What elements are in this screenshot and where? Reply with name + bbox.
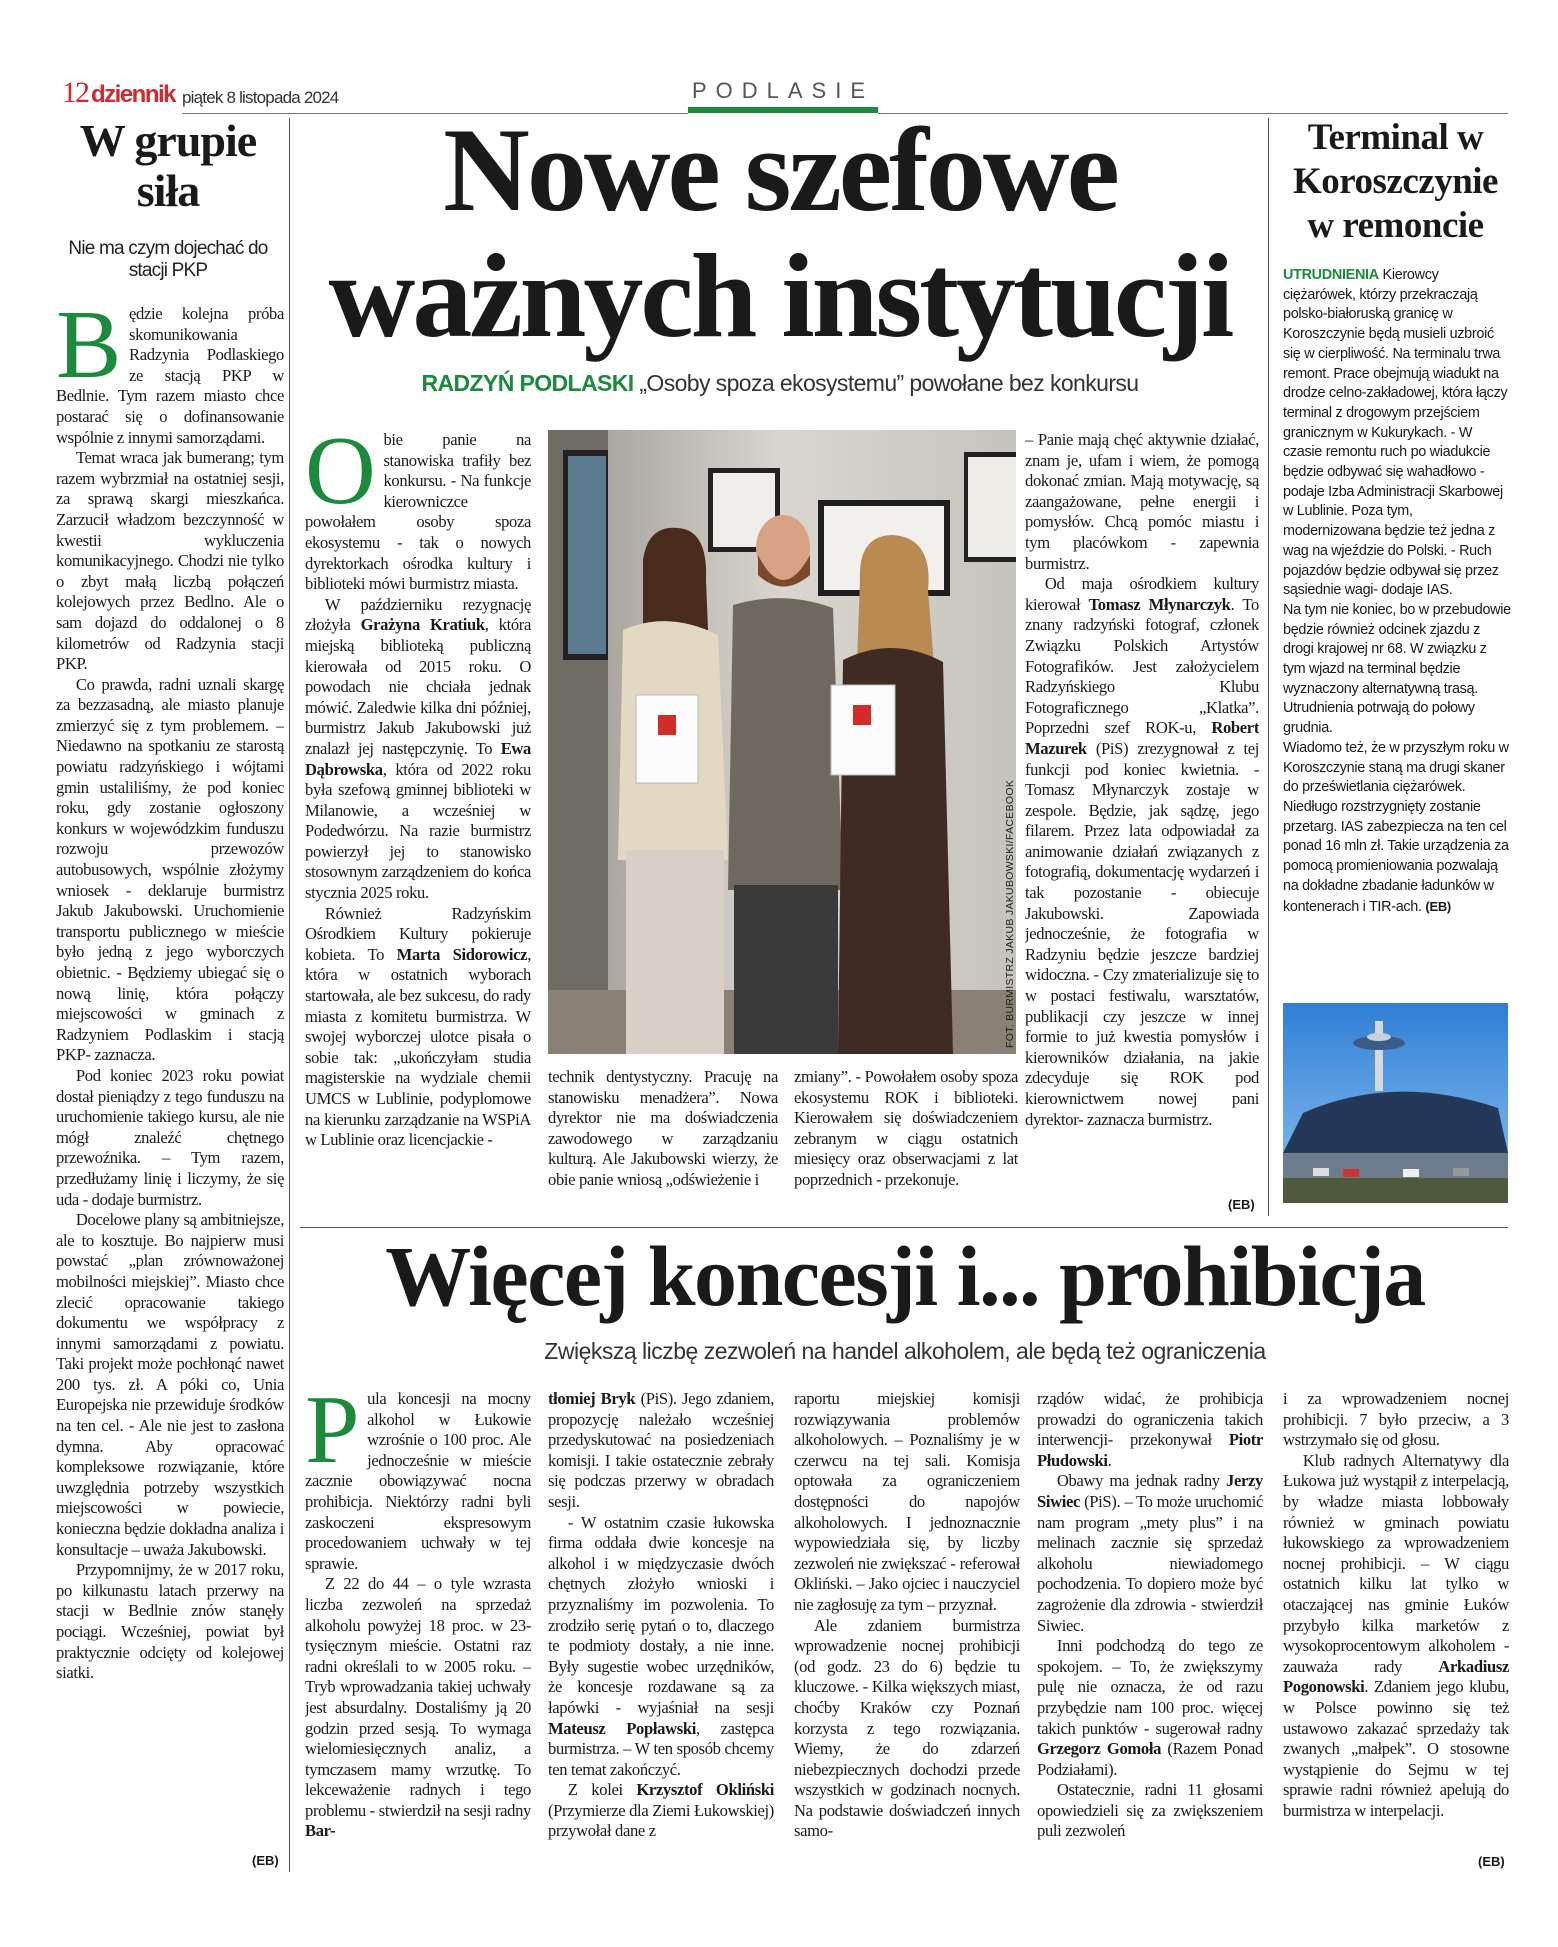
section-label: PODLASIE <box>691 78 875 103</box>
subtitle: „Osoby spoza ekosystemu” powołane bez konkursu <box>639 370 1139 396</box>
paragraph: Co prawda, radni uznali skargę za bezzasadną, ale miasto planuje zmierzyć się z tym problemem. – Niedawno na spotkaniu ze starostą powiatu radzyńskiego i wójtami gmin ustaliliśmy, że pod koniec roku, gdy zostanie ogłoszony konkurs w wojewódzkim funduszu rozwoju przewozów autobusowych, wspólnie złożymy wniosek - deklaruje burmistrz Jakub Jakubowski. Uruchomienie transportu publicznego w mieście było jedną z jego wyborczych obietnic. - Będziemy ubiegać się o nową linię, która połączy miejscowości w gminach z Radzyniem Podlaskim i stacją PKP- zaznacza. <box>56 674 284 1065</box>
paragraph: Ostatecznie, radni 11 głosami opowiedzieli się za zwiększeniem puli zezwoleń <box>1037 1780 1263 1841</box>
main-headline-line2: ważnych instytucji <box>328 229 1232 362</box>
paragraph: bie panie na stanowiska trafiły bez konkursu. - Na funkcje kierowniczce powołałem osoby spoza ekosystemu - tak o nowych dyrektorkach ośrodka kultury i biblioteki mówi burmistrz miasta. <box>305 430 531 594</box>
paragraph: Temat wraca jak bumerang; tym razem wybrzmiał na ostatniej sesji, za sprawą skargi mieszkańca. Zarzucił władzom bezczynność w kwestii wykluczenia komunikacyjnego. Chodzi nie tylko o zbyt małą liczbą połączeń kolejowych przez Bedlno. Ale o sam dojazd do oddalonej o 8 kilometrów od Radzynia stacji PKP. <box>56 448 284 674</box>
paragraph: Ale zdaniem burmistrza wprowadzenie nocnej prohibicji (od godz. 23 do 6) będzie tu kluczowe. - Kilka większych miast, choćby Kraków czy Poznań korzysta z tego rozwiązania. Wiemy, że do zdarzeń niebezpiecznych dochodzi przede wszystkich w godzinach nocnych. Na podstawie doświadczeń innych samo- <box>794 1615 1020 1841</box>
title-line: siła <box>136 165 200 216</box>
title-line: W grupie <box>79 115 257 166</box>
paragraph: Z kolei Krzysztof Okliński (Przymierze dla Ziemi Łukowskiej) przywołał dane z <box>548 1780 774 1841</box>
paragraph: Klub radnych Alternatywy dla Łukowa już wystąpił z interpelacją, by władze miasta lobbowały również w gminach powiatu łukowskiego za wprowadzeniem nocnej prohibicji. – W ciągu ostatnich kilku lat tylko w otaczającej nas gminie Łuków przybyło kilka marketów z wysokoprocentowym alkoholem - zauważa rady Arkadiusz Pogonowski. Zdaniem jego klubu, w Polsce powinno się też ustawowo zakazać sprzedaży tak zwanych „małpek”. O stosowne wystąpienie do Sejmu w tej sprawie radni również apelują do burmistrza w interpelacji. <box>1283 1450 1509 1820</box>
page-number: 12 <box>62 76 88 109</box>
person-name: Ewa Dąbrowska <box>305 738 531 779</box>
person-name: Tomasz Młynarczyk <box>1088 594 1231 614</box>
byline: (EB) <box>1478 1854 1505 1869</box>
byline: (EB) <box>252 1853 279 1868</box>
bottom-article-col-5 <box>1283 1389 1509 1873</box>
person-name: Bar- <box>305 1821 336 1841</box>
photo-three-people <box>548 430 1016 1054</box>
photo-credit: FOT. BURMISTRZ JAKUB JAKUBOWSKI/FACEBOOK <box>1004 779 1016 1048</box>
issue-date: piątek 8 listopada 2024 <box>182 88 339 107</box>
paragraph <box>1283 266 1511 601</box>
paragraph-text: Kierowcy ciężarówek, którzy przekraczają polsko-białoruską granicę w Koroszczynie będą musieli uzbroić się w cierpliwość. Na terminalu trwa remont. Prace obejmują wiadukt na drodze celno-zakładowej, która łączy terminal z drogowym przejściem granicznym w Kukurykach. - W czasie remontu ruch po wiadukcie będzie odbywać się wahadłowo - podaje Izba Administracji Skarbowej w Lublinie. Poza tym, modernizowana będzie też jedna z wag na wjeździe do Polski. - Ruch pojazdów będzie odbywał się przez sąsiednie wagi- dodaje IAS. <box>1283 267 1508 599</box>
byline: (EB) <box>1228 1197 1255 1212</box>
person-name: Piotr Płudowski <box>1037 1430 1263 1470</box>
terminal-photo <box>1283 1003 1508 1203</box>
bottom-headline: Więcej koncesji i... prohibicja <box>385 1228 1425 1324</box>
main-article-col-4 <box>1025 430 1259 1198</box>
paragraph-text: Wiadomo też, że w przyszłym roku w Koroszczynie staną ma drugi skaner do prześwietlania ciężarówek. Niedługo rozstrzygnięty zostanie przetarg. IAS zabezpiecza na ten cel ponad 16 mln zł. Takie urządzenia za pomocą promieniowania pozwalają na dokładne zbadanie ładunków w kontenerach i TIR-ach. <box>1283 739 1509 915</box>
byline: (EB) <box>1425 898 1451 914</box>
paragraph <box>1283 739 1511 917</box>
left-article-title <box>60 116 276 216</box>
bottom-article-col-3 <box>794 1389 1020 1873</box>
paragraph: i za wprowadzeniem nocnej prohibicji. 7 było przeciw, a 3 wstrzymało się od głosu. <box>1283 1389 1509 1450</box>
paragraph: Od maja ośrodkiem kultury kierował Tomasz Młynarczyk. To znany radzyński fotograf, członek Związku Polskich Artystów Fotografików. Jest założycielem Radzyńskiego Klubu Fotograficznego „Klatka”. Poprzedni szef ROK-u, Robert Mazurek (PiS) zrezygnował z tej funkcji pod koniec kwietnia. - Tomasz Młynarczyk zostaje w zespole. Będzie, jak sądzę, jego filarem. Przez lata odpowiadał za animowanie działań związanych z fotografią, dokumentację wydarzeń i tak pozostanie - obiecuje Jakubowski. Zapowiada jednocześnie, że fotografia w Radzyniu będzie jeszcze bardziej widoczna. - Czy zmaterializuje się to w postaci festiwalu, warsztatów, publikacji czy jeszcze w innej formie to już kwestia pomysłów i kierowników działania, na jakie zdecyduje się ROK pod kierownictwem nowej pani dyrektor- zaznacza burmistrz. <box>1025 574 1259 1129</box>
main-article-col-3 <box>794 1067 1018 1217</box>
paragraph: ędzie kolejna próba skomunikowania Radzynia Podlaskiego ze stacją PKP w Bedlnie. Tym razem miasto chce postarać się o dofinansowanie wspólnie z innymi samorządami. <box>56 304 284 447</box>
kicker: UTRUDNIENIA <box>1283 267 1379 283</box>
person-name: Grzegorz Gomoła <box>1037 1739 1162 1759</box>
bottom-article-col-2 <box>548 1389 774 1873</box>
paragraph: technik dentystyczny. Pracuję na stanowisku menadżera”. Nowa dyrektor nie ma doświadczenia zawodowego w zarządzaniu kulturą. Ale Jakubowski wierzy, że obie panie wniosą „odświeżenie i <box>548 1067 778 1189</box>
column-divider <box>1268 118 1269 1216</box>
paragraph: Inni podchodzą do tego ze spokojem. – To, że zwiększymy pulę nie oznacza, że od razu przybędzie nam 100 proc. więcej takich punktów - sugerował radny Grzegorz Gomoła (Razem Ponad Podziałami). <box>1037 1636 1263 1779</box>
left-article-body <box>56 304 284 1852</box>
terminal-building-image <box>1283 1003 1508 1203</box>
kicker: RADZYŃ PODLASKI <box>421 370 634 396</box>
column-divider <box>289 118 290 1872</box>
paragraph: – Panie mają chęć aktywnie działać, znam je, ufam i wiem, że pomogą dokonać zmian. Mają motywację, są zaangażowane, pełne energii i pomysłów. Chcą pomóc miastu i tym placówkom - zapewnia burmistrz. <box>1025 430 1259 573</box>
newspaper-logo <box>62 76 175 110</box>
left-article-subtitle: Nie ma czym dojechać do stacji PKP <box>68 238 268 281</box>
paragraph: Również Radzyńskim Ośrodkiem Kultury pokieruje kobieta. To Marta Sidorowicz, która w ostatnich wyborach startowała, ale bez sukcesu, do rady miasta z komitetu burmistrza. W swojej wyborczej ulotce pisała o sobie tak: „ukończyłam studia magisterskie na wydziale chemii UMCS w Lublinie, podyplomowe na kierunku zarządzanie na WSPiA w Lublinie oraz licencjackie - <box>305 903 531 1150</box>
paragraph: raportu miejskiej komisji rozwiązywania problemów alkoholowych. – Poznaliśmy je w czerwcu na tej sali. Komisja optowała za ograniczeniem dostępności do napojów alkoholowych. I jednoznacznie wypowiedziała się, by liczby zezwoleń nie zwiększać - referował Okliński. – Jako ojciec i nauczyciel nie zagłosuję za tym – przyznał. <box>794 1389 1020 1614</box>
person-name: Marta Sidorowicz <box>396 944 528 964</box>
person-name: tłomiej Bryk <box>548 1389 636 1408</box>
main-article-col-1 <box>305 430 531 1216</box>
paragraph: zmiany”. - Powołałem osoby spoza ekosystemu ROK i biblioteki. Kierowałem się doświadczeniem zebranym w ciągu ostatnich miesięcy oraz obserwacjami z lat poprzednich - przekonuje. <box>794 1067 1018 1189</box>
paragraph: Docelowe plany są ambitniejsze, ale to kosztuje. Bo najpierw musi powstać „plan zrównoważonej mobilności miejskiej”. Miasto chce zlecić opracowanie takiego dokumentu we współpracy z innymi samorządami z powiatu. Taki projekt może pochłonąć nawet 200 tys. zł. A póki co, Unia Europejska nie przewiduje środków na ten cel. - Ale nie jest to zasłona dymna. Aby opracować kompleksowe rozwiązanie, które uwzględnia potrzeby wszystkich miejscowości w powiecie, konieczna będzie dokładna analiza i konsultacje – uważa Jakubowski. <box>56 1210 284 1559</box>
main-subheadline <box>300 370 1260 397</box>
person-name: Jerzy Siwiec <box>1037 1471 1263 1511</box>
person-name: Arkadiusz Pogonowski <box>1283 1656 1509 1697</box>
paragraph: Obawy ma jednak radny Jerzy Siwiec (PiS). – To może uruchomić nam program „mety plus” i na melinach zacznie się sprzedaż alkoholu niewiadomego pochodzenia. To dopiero może być zagrożenie dla zdrowia - stwierdził Siwiec. <box>1037 1471 1263 1635</box>
paragraph: Na tym nie koniec, bo w przebudowie będzie również odcinek zjazdu z drogi krajowej nr 68. W związku z tym wjazd na terminal będzie wyznaczony alternatywną trasą. Utrudnienia potrwają do połowy grudnia. <box>1283 601 1511 737</box>
bottom-article-col-4 <box>1037 1389 1263 1873</box>
main-article-col-2 <box>548 1067 778 1217</box>
paragraph: Z 22 do 44 – o tyle wzrasta liczba zezwoleń na sprzedaż alkoholu powyżej 18 proc. w 23-tysięcznym mieście. Ostatni raz radni określali to w 2005 roku. – Tryb wprowadzania takiej uchwały jest absurdalny. Dostaliśmy ją 20 godzin przed sesją. To wymaga wielomiesięcznych analiz, a tymczasem mamy wrzutkę. To lekceważenie radnych i tego problemu - stwierdził na sesji radny Bar- <box>305 1574 531 1841</box>
dropcap: P <box>305 1389 360 1484</box>
article-photo <box>548 430 1016 1054</box>
paragraph: - W ostatnim czasie łukowska firma oddała dwie koncesje na alkohol i w międzyczasie dwóch chętnych złożyło wnioski i przyznaliśmy im pozwolenia. To zrodziło serię pytań o to, dlaczego te podmioty dostały, a nie inne. Były sugestie wobec urzędników, że koncesje rozdawane są za łapówki - wyjaśniał na sesji Mateusz Popławski, zastępca burmistrza. – W ten sposób chcemy ten temat zakończyć. <box>548 1512 774 1779</box>
paragraph: Pod koniec 2023 roku powiat dostał pieniądzy z tego funduszu na uruchomienie takiego kursu, ale nie mógł znaleźć chętnego przewoźnika. – Tym razem, przedłużamy linię i liczymy, że się uda - dodaje burmistrz. <box>56 1065 284 1209</box>
sidebar-body <box>1283 266 1511 917</box>
paragraph: tłomiej Bryk (PiS). Jego zdaniem, propozycję należało wcześniej przedyskutować na posiedzeniach komisji. I takie ostatecznie zebrały się podczas przerwy w obradach sesji. <box>548 1389 774 1511</box>
person-name: Robert Mazurek <box>1025 718 1259 758</box>
paragraph: Przypomnijmy, że w 2017 roku, po kilkunastu latach przerwy na stacji w Bedlnie znów stanęły pociągi. Wcześniej, powiat był praktycznie odcięty od kolejowej siatki. <box>56 1560 284 1683</box>
bottom-article-col-1 <box>305 1389 531 1873</box>
person-name: Krzysztof Okliński <box>636 1780 774 1800</box>
sidebar-title: Terminal w Koroszczynie w remoncie <box>1293 117 1498 246</box>
dropcap: O <box>305 430 376 525</box>
main-headline-line1: Nowe szefowe <box>443 103 1117 236</box>
paragraph: W październiku rezygnację złożyła Grażyna Kratiuk, która miejską biblioteką publiczną kierowała od 2015 roku. O powodach nie chciała jednak mówić. Zaledwie kilka dni później, burmistrz Jakub Jakubowski już znalazł jej następczynię. To Ewa Dąbrowska, która od 2022 roku była szefową gminnej biblioteki w Milanowie, a wcześniej w Podedwórzu. Na razie burmistrz powierzył jej to stanowisko stosownym zarządzeniem do końca stycznia 2025 roku. <box>305 594 531 903</box>
paragraph: rządów widać, że prohibicja prowadzi do ograniczenia takich interwencji- przekonywał Piotr Płudowski. <box>1037 1389 1263 1470</box>
dropcap: B <box>56 304 122 399</box>
person-name: Mateusz Popławski <box>548 1718 696 1738</box>
brand-name: dziennik <box>91 81 176 108</box>
paragraph: ula koncesji na mocny alkohol w Łukowie wzrośnie o 100 proc. Ale jednocześnie w mieście zacznie obowiązywać nocna prohibicja. Niektórzy radni byli zaskoczeni ekspresowym procedowaniem uchwały w tej sprawie. <box>305 1389 531 1573</box>
bottom-subheadline: Zwiększą liczbę zezwoleń na handel alkoholem, ale będą też ograniczenia <box>544 1338 1266 1364</box>
person-name: Grażyna Kratiuk <box>360 615 485 635</box>
